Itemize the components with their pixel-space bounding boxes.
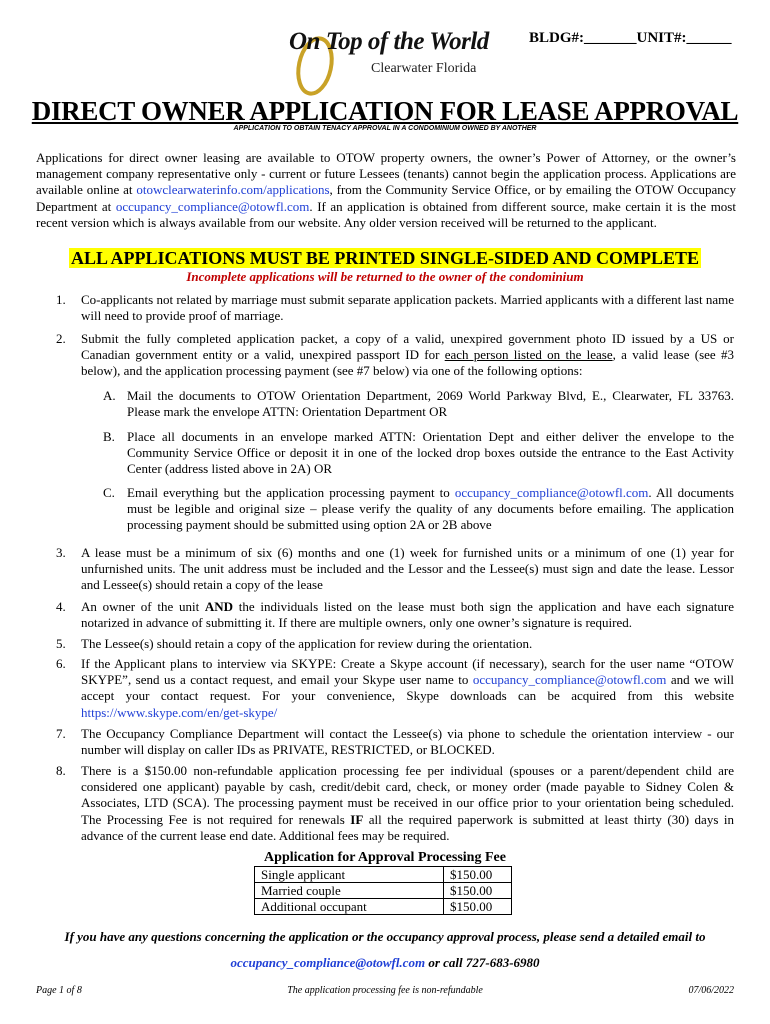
page-subtitle: APPLICATION TO OBTAIN TENACY APPROVAL IN A CONDOMINIUM OWNED BY ANOTHER [233, 125, 537, 132]
sublist-letter: C. [103, 485, 115, 500]
sublist-item: Place all documents in an envelope marked ATTN: Orientation Dept and either deliver the envelope to the Community Service Office or deposit it in one of the locked drop boxes outside the entrance to the East Activity Center (address listed above in 2A) OR [127, 429, 734, 477]
fee-table-title: Application for Approval Processing Fee [264, 850, 506, 865]
page-number: Page 1 of 8 [36, 985, 82, 996]
list-item: The Lessee(s) should retain a copy of the application for review during the orientation. [81, 636, 533, 651]
occupancy-email-link[interactable]: occupancy_compliance@otowfl.com [115, 198, 310, 214]
list-item: A lease must be a minimum of six (6) months and one (1) week for furnished units or a minimum of one (1) year for unfurnished units. The unit address must be included and the Lessor and the Lessee(s) must sign and date the lease. Lessor and Lessee(s) should retain a copy of the lease [81, 545, 734, 593]
item-text: If the Applicant plans to interview via SKYPE: Create a Skype account (if necessary), search for the user name “OTOW SKYPE”, send us a contact request, and email your Skype user name to [81, 656, 734, 688]
page-title: DIRECT OWNER APPLICATION FOR LEASE APPROVAL [31, 96, 739, 126]
list-item: Co-applicants not related by marriage must submit separate application packets. Married applicants with a different last name will need to provide proof of marriage. [81, 292, 734, 324]
item-bold-text: IF [350, 811, 364, 827]
list-number: 8. [56, 763, 66, 778]
intro-text-1: Applications for direct owner leasing are available to OTOW property owners, the owner’s Power of Attorney, or the owner’s management company representative only - current or future Lessees (tenants) cannot begin the application process. Applications are available online at [36, 150, 736, 198]
item-text: There is a $150.00 non-refundable application processing fee per individual (spouses or a parent/dependent child are considered one applicant) payable by cash, credit/debit card, check, or money order (made payable to Sidney Colen & Associates, LTD (SCA). The processing payment must be received in our office prior to your orientation being scheduled. The Processing Fee is not required for renewals [81, 763, 734, 827]
banner-text: ALL APPLICATIONS MUST BE PRINTED SINGLE-SIDED AND COMPLETE [71, 248, 699, 268]
item-underline-text: each person listed on the lease [444, 347, 613, 363]
bldg-unit-field[interactable]: BLDG#:_______UNIT#:______ [529, 30, 732, 46]
item-text: . All documents must be legible and original size – please verify the quality of any documents before emailing. The application processing payment should be submitted using option 2A or 2B above [127, 485, 734, 533]
sublist-letter: B. [103, 429, 115, 444]
occupancy-email-link[interactable]: occupancy_compliance@otowfl.com [472, 672, 667, 688]
occupancy-email-link[interactable]: occupancy_compliance@otowfl.com [230, 955, 426, 970]
list-item [81, 599, 734, 631]
table-cell: $150.00 [444, 867, 512, 883]
table-row [255, 883, 512, 899]
item-text: An owner of the unit [81, 599, 205, 614]
list-item [81, 331, 734, 380]
logo-subtext: Clearwater Florida [371, 61, 477, 76]
table-cell: Single applicant [255, 867, 444, 883]
list-item [81, 763, 734, 844]
sublist-item: Mail the documents to OTOW Orientation Department, 2069 World Parkway Blvd, E., Clearwater, FL 33763. Please mark the envelope ATTN: Orientation Department OR [127, 388, 734, 420]
item-text: all the required paperwork is submitted at least thirty (30) days in advance of the current lease end date. Additional fees may be required. [81, 811, 734, 843]
list-number: 3. [56, 545, 66, 560]
table-row [255, 899, 512, 915]
fee-table [254, 866, 512, 915]
item-text: , a valid lease (see #3 below), and the application processing payment (see #7 below) via one of the following options: [81, 347, 734, 379]
item-bold-text: AND [204, 599, 234, 614]
table-cell: $150.00 [444, 883, 512, 899]
incomplete-warning: Incomplete applications will be returned to the owner of the condominium [186, 269, 584, 284]
item-text: Email everything but the application processing payment to [127, 485, 455, 500]
contact-text: If you have any questions concerning the application or the occupancy approval process, please send a detailed email to [64, 929, 706, 944]
contact-line [0, 955, 770, 971]
applications-link[interactable]: otowclearwaterinfo.com/applications [136, 182, 330, 198]
item-text: the individuals listed on the lease must both sign the application and have each signature notarized in advance of submitting it. If there are multiple owners, only one owner’s signature is required. [81, 599, 734, 631]
list-number: 6. [56, 656, 66, 671]
contact-phone: or call 727-683-6980 [425, 955, 540, 970]
table-cell: Additional occupant [255, 899, 444, 915]
sublist-item [127, 485, 734, 534]
list-number: 7. [56, 726, 66, 741]
list-number: 1. [56, 292, 66, 307]
occupancy-email-link[interactable]: occupancy_compliance@otowfl.com [454, 485, 649, 500]
item-text: Submit the fully completed application packet, a copy of a valid, unexpired government photo ID issued by a US or Canadian government entity or a valid, unexpired passport ID for [81, 331, 734, 363]
intro-text-3: . If an application is obtained from different source, make certain it is the most recent version which is always available from our website. Any older version received will be returned to the applicant. [36, 198, 736, 230]
table-cell: Married couple [255, 883, 444, 899]
sublist-letter: A. [103, 388, 116, 403]
table-cell: $150.00 [444, 899, 512, 915]
list-number: 2. [56, 331, 66, 346]
list-item: The Occupancy Compliance Department will contact the Lessee(s) via phone to schedule the orientation interview - our number will display on caller IDs as PRIVATE, RESTRICTED, or BLOCKED. [81, 726, 734, 758]
list-number: 5. [56, 636, 66, 651]
list-item [81, 656, 734, 721]
footer-note: The application processing fee is non-refundable [287, 985, 483, 996]
table-row [255, 867, 512, 883]
item-text: and we will accept your contact request. For your convenience, Skype downloads can be acquired from this website [81, 672, 735, 704]
list-number: 4. [56, 599, 66, 614]
intro-text-2: , from the Community Service Office, or by emailing the OTOW Occupancy Department at [36, 182, 736, 214]
skype-download-link[interactable]: https://www.skype.com/en/get-skype/ [81, 704, 278, 720]
footer-date: 07/06/2022 [688, 985, 734, 996]
logo-text: On Top of the World [289, 28, 489, 55]
